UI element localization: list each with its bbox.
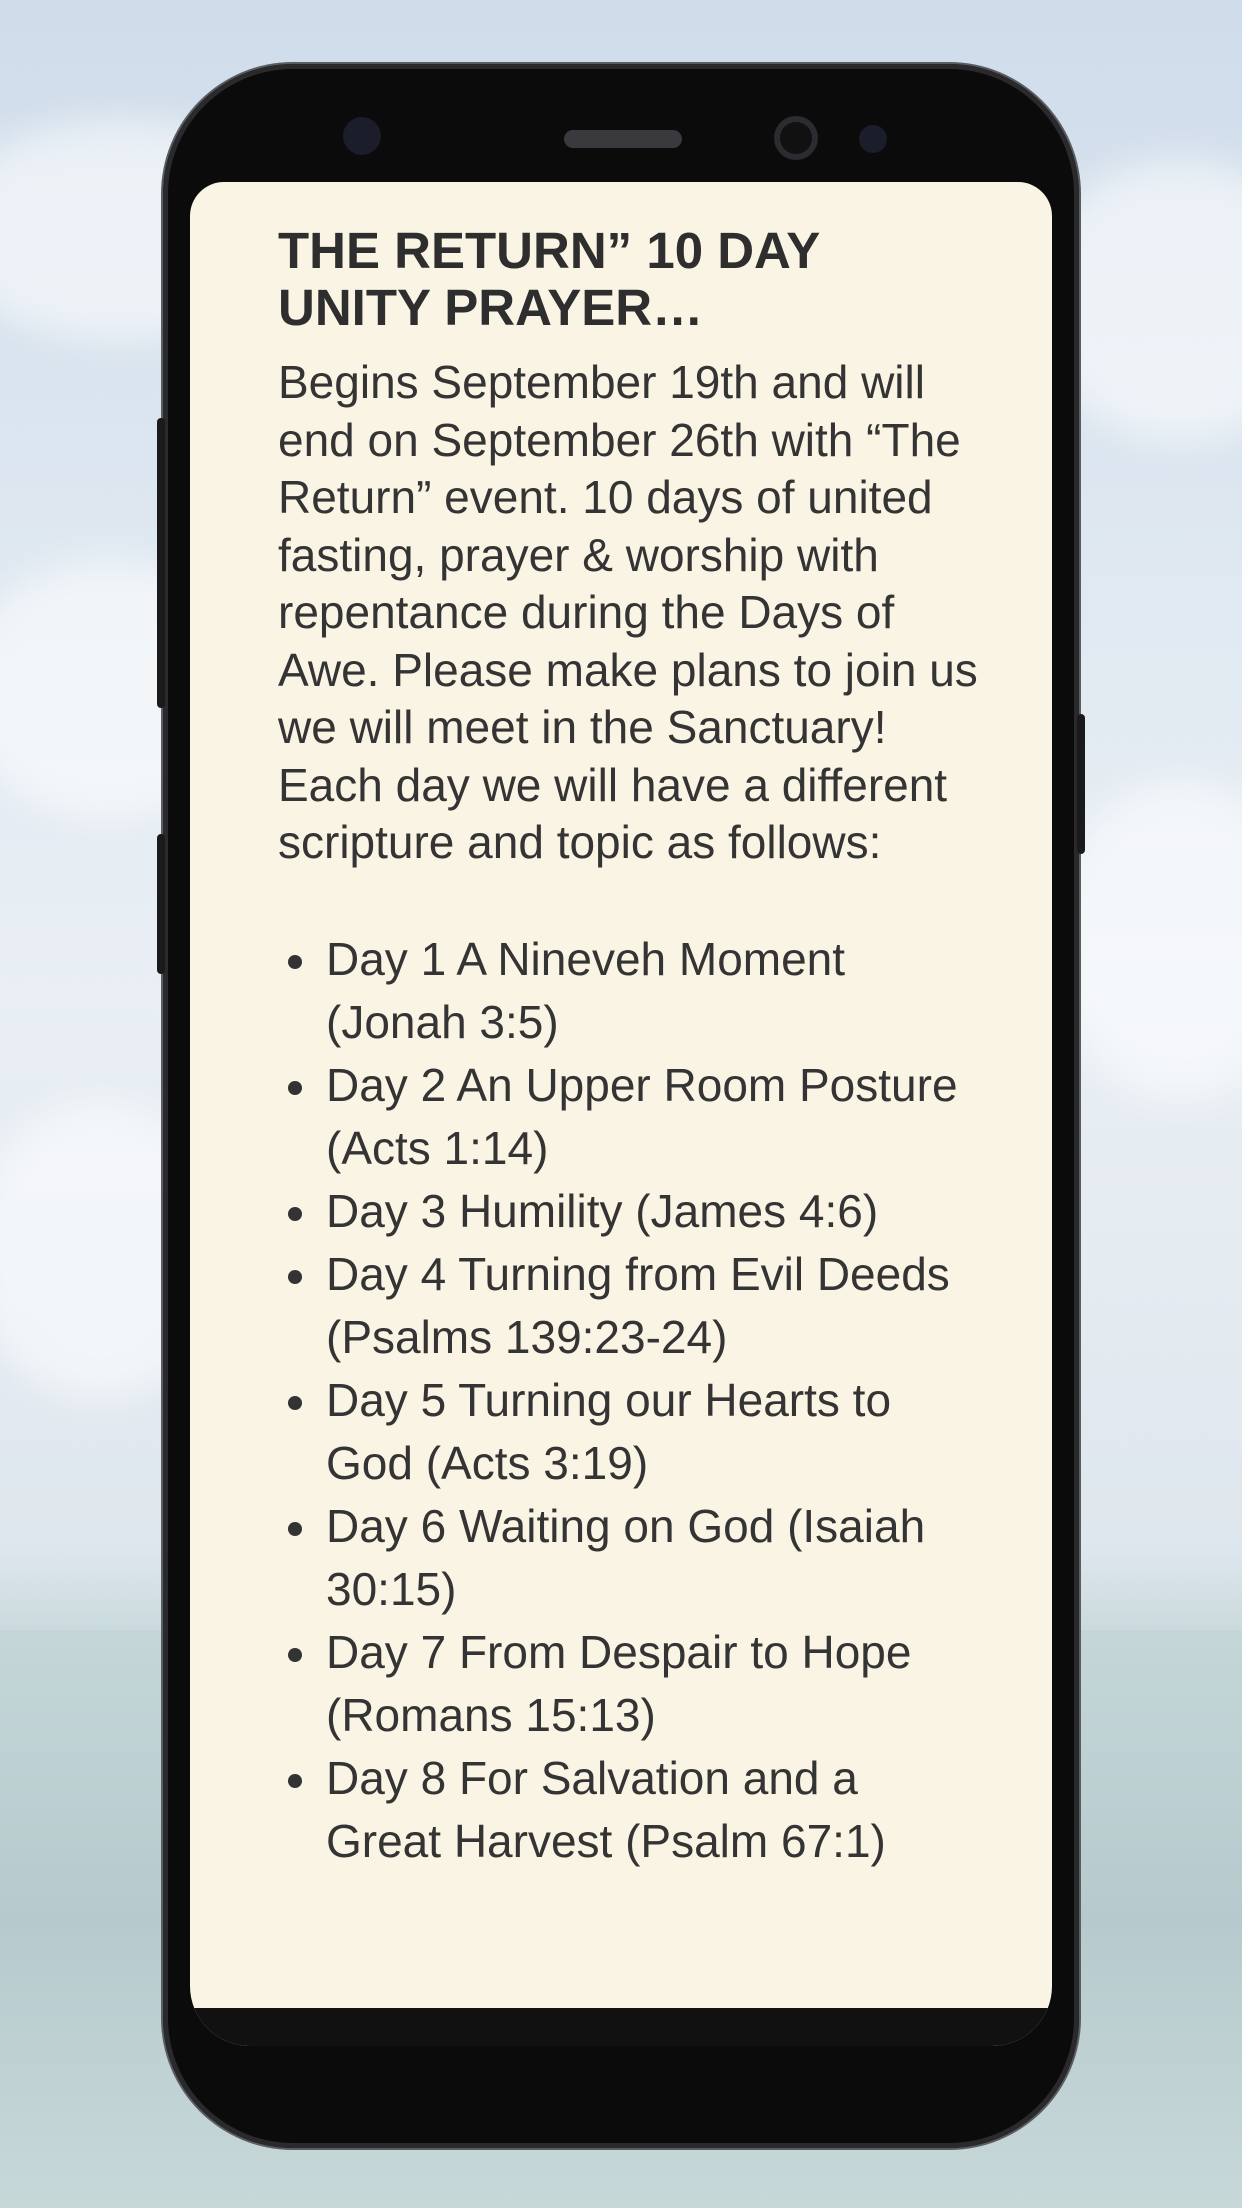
article-title: THE RETURN” 10 DAY UNITY PRAYER… — [278, 222, 820, 336]
list-item: Day 1 A Nineveh Moment (Jonah 3:5) — [278, 928, 978, 1054]
proximity-sensor-icon — [859, 125, 887, 153]
list-item: Day 5 Turning our Hearts to God (Acts 3:19) — [278, 1369, 978, 1495]
list-item: Day 2 An Upper Room Posture (Acts 1:14) — [278, 1054, 978, 1180]
list-item: Day 4 Turning from Evil Deeds (Psalms 139:23-24) — [278, 1243, 978, 1369]
power-button — [1077, 714, 1085, 854]
list-item: Day 3 Humility (James 4:6) — [278, 1180, 978, 1243]
list-item: Day 7 From Despair to Hope (Romans 15:13) — [278, 1621, 978, 1747]
list-item: Day 6 Waiting on God (Isaiah 30:15) — [278, 1495, 978, 1621]
phone-screen — [190, 182, 1052, 2046]
volume-down-button — [157, 834, 165, 974]
article-body: Begins September 19th and will end on September 26th with “The Return” event. 10 days of united fasting, prayer & worship with repentance during the Days of Awe. Please make plans to join us we will meet in the Sanctuary! Each day we will have a different scripture and topic as follows: — [278, 356, 978, 868]
phone-frame — [163, 64, 1079, 2148]
home-icon — [602, 2044, 640, 2046]
home-button[interactable] — [561, 2008, 681, 2046]
earpiece-speaker — [564, 130, 682, 148]
day-list — [278, 928, 978, 1873]
recents-button[interactable] — [308, 2008, 428, 2046]
android-nav-bar — [190, 2008, 1052, 2046]
back-button[interactable] — [814, 2008, 934, 2046]
front-camera-icon — [774, 116, 818, 160]
volume-up-button — [157, 418, 165, 708]
list-item: Day 8 For Salvation and a Great Harvest (Psalm 67:1) — [278, 1747, 978, 1873]
article-content — [278, 222, 978, 1873]
back-icon — [857, 2044, 891, 2046]
iris-sensor-icon — [343, 117, 381, 155]
